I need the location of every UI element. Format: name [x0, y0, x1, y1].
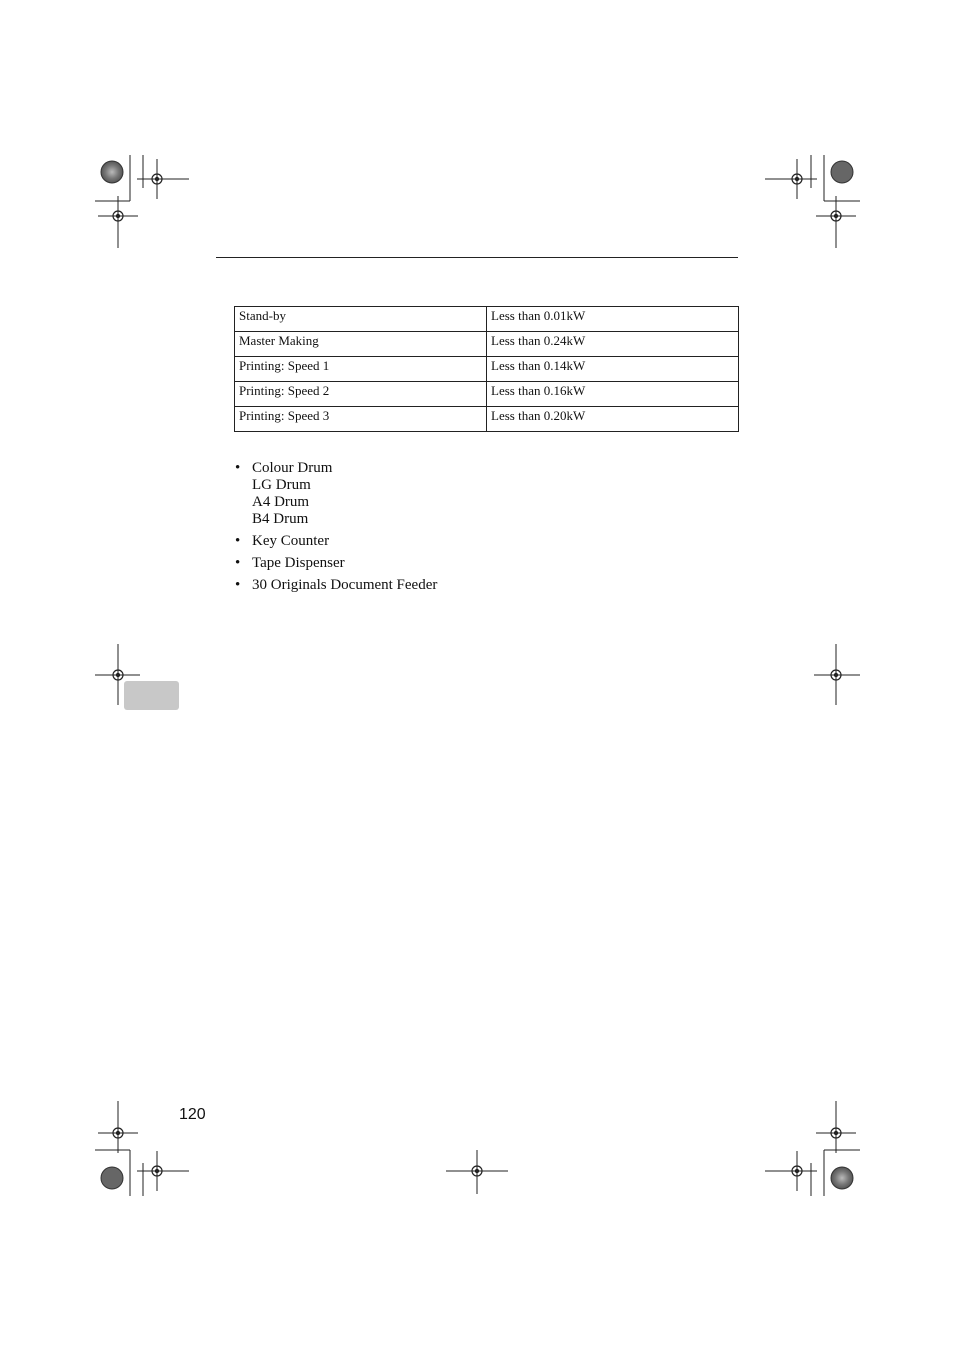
spec-label: Printing: Speed 1 [235, 357, 487, 382]
bullet-icon: • [235, 577, 241, 593]
list-item-text: LG Drum [252, 477, 311, 493]
list-item [234, 533, 437, 550]
power-consumption-table [234, 306, 739, 432]
color-wheel-mark [101, 1167, 123, 1189]
page-number: 120 [179, 1106, 206, 1123]
table-row [235, 307, 739, 332]
color-wheel-mark [101, 161, 123, 183]
table-row [235, 407, 739, 432]
bullet-icon: • [235, 555, 241, 571]
color-wheel-mark [831, 161, 853, 183]
list-item [234, 460, 437, 528]
list-item-text: Colour Drum [252, 460, 333, 476]
spec-label: Printing: Speed 3 [235, 407, 487, 432]
table-row [235, 332, 739, 357]
bullet-icon: • [235, 460, 241, 476]
spec-value: Less than 0.24kW [487, 332, 739, 357]
table-row [235, 382, 739, 407]
color-wheel-mark [831, 1167, 853, 1189]
list-item-text: B4 Drum [252, 511, 309, 527]
chapter-tab [124, 681, 179, 710]
spec-value: Less than 0.14kW [487, 357, 739, 382]
options-list [234, 460, 437, 599]
spec-value: Less than 0.01kW [487, 307, 739, 332]
list-item [234, 577, 437, 594]
spec-label: Master Making [235, 332, 487, 357]
list-item-text: A4 Drum [252, 494, 310, 510]
list-item-text: Key Counter [252, 533, 330, 549]
list-item-text: 30 Originals Document Feeder [252, 577, 438, 593]
header-rule [216, 257, 738, 258]
spec-value: Less than 0.16kW [487, 382, 739, 407]
table-row [235, 357, 739, 382]
bullet-icon: • [235, 533, 241, 549]
spec-value: Less than 0.20kW [487, 407, 739, 432]
list-item [234, 555, 437, 572]
spec-label: Printing: Speed 2 [235, 382, 487, 407]
spec-label: Stand-by [235, 307, 487, 332]
list-item-text: Tape Dispenser [252, 555, 345, 571]
